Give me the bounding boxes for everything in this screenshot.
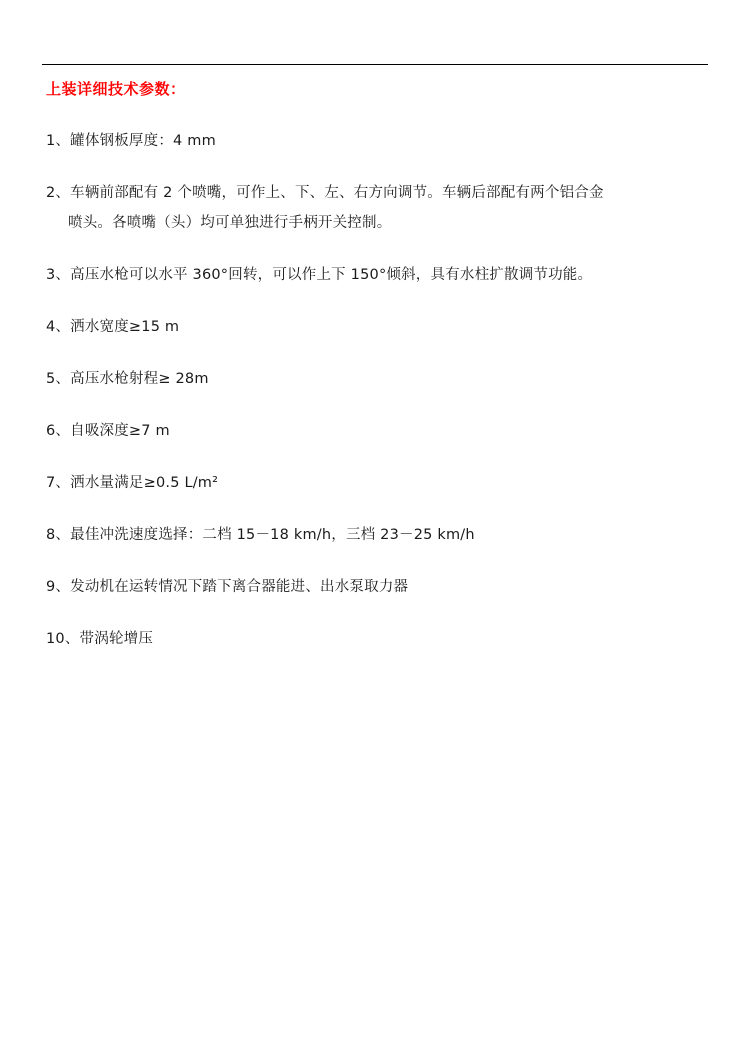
spec-item-6: [46, 416, 710, 446]
spec-item-text: 6、自吸深度≥7 m: [46, 423, 170, 439]
spec-item-text: 8、最佳冲洗速度选择：二档 15－18 km/h，三档 23－25 km/h: [46, 527, 475, 543]
page-title: 上装详细技术参数：: [46, 80, 186, 98]
spec-item-4: [46, 312, 710, 342]
document-body: [46, 78, 710, 654]
spec-item-text: 7、洒水量满足≥0.5 L/m²: [46, 475, 219, 491]
spec-item-text-continued: 喷头。各喷嘴（头）均可单独进行手柄开关控制。: [68, 215, 392, 231]
spec-item-text: 5、高压水枪射程≥ 28m: [46, 371, 209, 387]
spec-item-text: 1、罐体钢板厚度：4 mm: [46, 133, 216, 149]
spec-item-text: 4、洒水宽度≥15 m: [46, 319, 180, 335]
spec-item-1: [46, 126, 710, 156]
spec-item-text: 9、发动机在运转情况下踏下离合器能进、出水泵取力器: [46, 579, 409, 595]
spec-item-text: 2、车辆前部配有 2 个喷嘴，可作上、下、左、右方向调节。车辆后部配有两个铝合金: [46, 185, 604, 201]
spec-item-text: 10、带涡轮增压: [46, 631, 154, 647]
header-divider: [42, 64, 708, 65]
spec-item-3: [46, 260, 710, 290]
spec-item-8: [46, 520, 710, 550]
spec-item-7: [46, 468, 710, 498]
spec-item-9: [46, 572, 710, 602]
spec-item-text: 3、高压水枪可以水平 360°回转，可以作上下 150°倾斜，具有水柱扩散调节功能。: [46, 267, 593, 283]
spec-item-10: [46, 624, 710, 654]
spec-item-5: [46, 364, 710, 394]
spec-item-2: [46, 178, 710, 238]
